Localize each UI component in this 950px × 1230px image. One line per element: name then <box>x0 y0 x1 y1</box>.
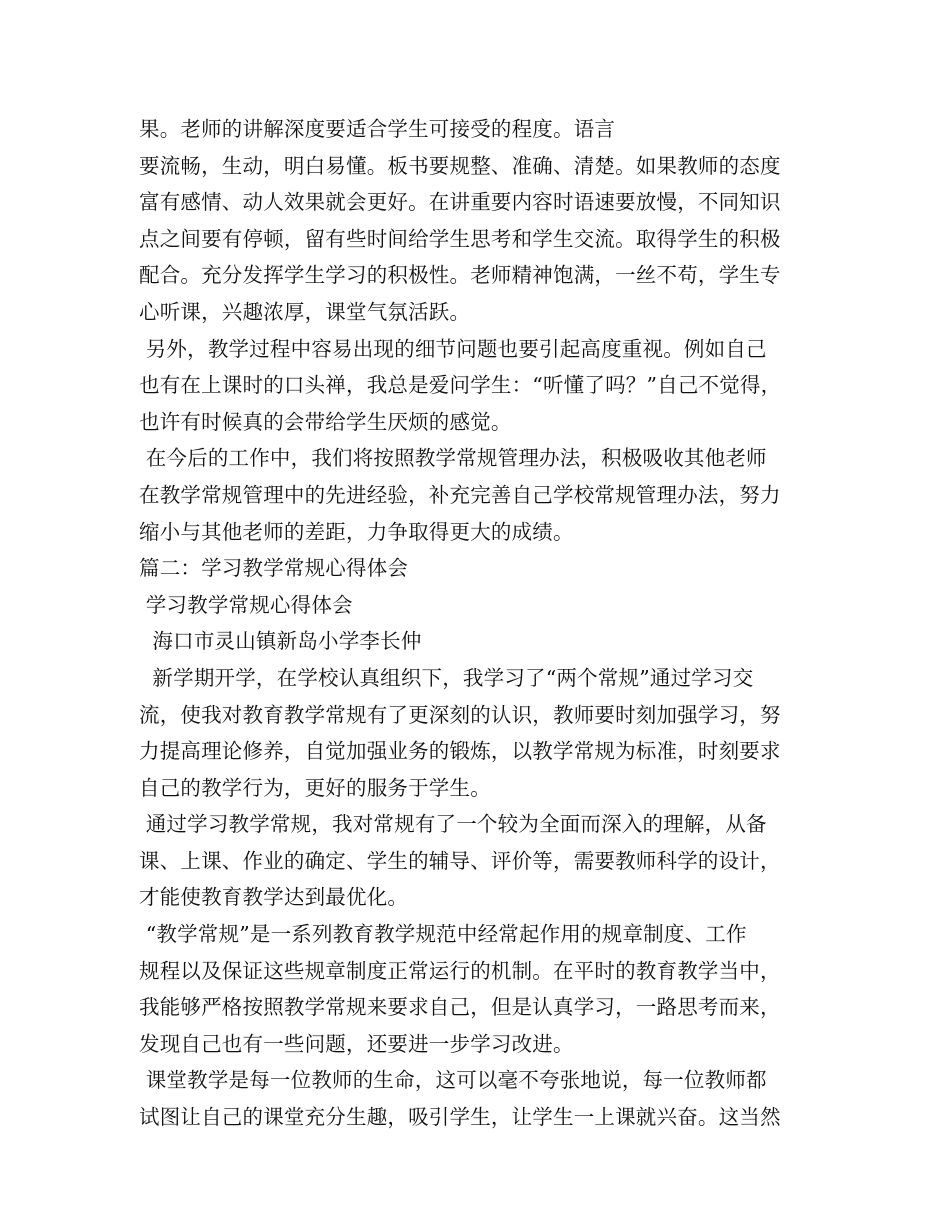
text-line: 也许有时候真的会带给学生厌烦的感觉。 <box>139 409 512 434</box>
text-line: 力提高理论修养，自觉加强业务的锻炼，以教学常规为标准，时刻要求 <box>139 739 781 764</box>
article-title: 学习教学常规心得体会 <box>139 592 353 617</box>
text-line: 发现自己也有一些问题，还要进一步学习改进。 <box>139 1031 574 1056</box>
author-line: 海口市灵山镇新岛小学李长仲 <box>139 629 422 654</box>
text-line: 课堂教学是每一位教师的生命，这可以毫不夸张地说，每一位教师都 <box>139 1068 767 1093</box>
text-line: 配合。充分发挥学生学习的积极性。老师精神饱满，一丝不苟，学生专 <box>139 263 781 288</box>
text-line: 点之间要有停顿，留有些时间给学生思考和学生交流。取得学生的积极 <box>139 226 781 251</box>
text-line: 也有在上课时的口头禅，我总是爱问学生：“听懂了吗？”自己不觉得， <box>139 373 782 398</box>
text-line: 流，使我对教育教学常规有了更深刻的认识，教师要时刻加强学习，努 <box>139 702 781 727</box>
text-line: 在教学常规管理中的先进经验，补充完善自己学校常规管理办法，努力 <box>139 482 781 507</box>
text-line: 另外，教学过程中容易出现的细节问题也要引起高度重视。例如自己 <box>139 336 767 361</box>
text-line: 富有感情、动人效果就会更好。在讲重要内容时语速要放慢，不同知识 <box>139 190 781 215</box>
text-line: 心听课，兴趣浓厚，课堂气氛活跃。 <box>139 299 471 324</box>
document-body <box>139 111 839 1136</box>
text-line: 规程以及保证这些规章制度正常运行的机制。在平时的教育教学当中， <box>139 958 781 983</box>
text-line: 要流畅，生动，明白易懂。板书要规整、准确、清楚。如果教师的态度 <box>139 153 781 178</box>
text-line: “教学常规”是一系列教育教学规范中经常起作用的规章制度、工作 <box>139 922 747 947</box>
text-line: 试图让自己的课堂充分生趣，吸引学生，让学生一上课就兴奋。这当然 <box>139 1105 781 1130</box>
text-line: 才能使教育教学达到最优化。 <box>139 885 409 910</box>
text-line: 自己的教学行为，更好的服务于学生。 <box>139 775 491 800</box>
text-line: 课、上课、作业的确定、学生的辅导、评价等，需要教师科学的设计， <box>139 848 781 873</box>
text-line: 通过学习教学常规，我对常规有了一个较为全面而深入的理解，从备 <box>139 812 767 837</box>
text-line: 缩小与其他老师的差距，力争取得更大的成绩。 <box>139 519 574 544</box>
text-line: 果。老师的讲解深度要适合学生可接受的程度。语言 <box>139 117 616 141</box>
section-heading: 篇二：学习教学常规心得体会 <box>139 556 409 581</box>
text-line: 在今后的工作中，我们将按照教学常规管理办法，积极吸收其他老师 <box>139 446 767 471</box>
text-line: 我能够严格按照教学常规来要求自己，但是认真学习，一路思考而来， <box>139 995 781 1020</box>
text-line: 新学期开学，在学校认真组织下，我学习了“两个常规”通过学习交 <box>139 665 754 690</box>
